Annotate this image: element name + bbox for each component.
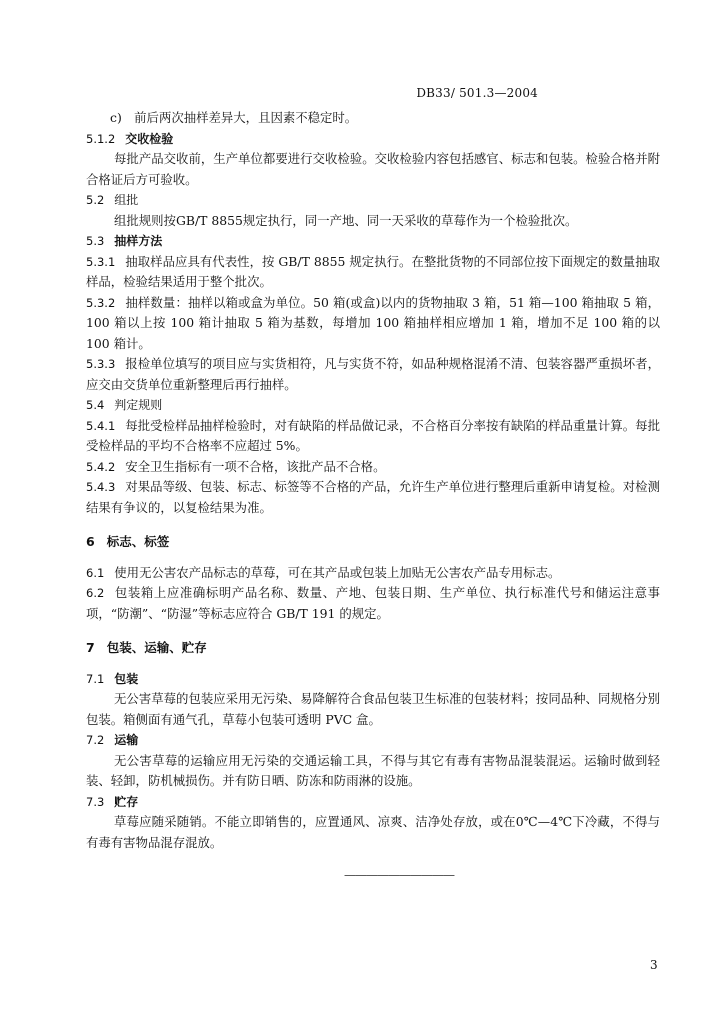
document-code: DB33/ 501.3—2004 [416, 86, 538, 100]
section-text: 报检单位填写的项目应与实货相符，凡与实货不符，如品种规格混淆不清、包装容器严重损坏者，应交由交货单位重新整理后再行抽样。 [86, 356, 660, 392]
section-text: 每批受检样品抽样检验时，对有缺陷的样品做记录，不合格百分率按有缺陷的样品重量计算。每批受检样品的平均不合格率不应超过 5%。 [86, 417, 660, 453]
chapter-title: 标志、标签 [106, 534, 170, 549]
section-number: 7.3 [86, 794, 105, 809]
section-5-1-2-heading [86, 129, 660, 150]
section-title: 抽样方法 [114, 234, 163, 248]
list-item-c: c) 前后两次抽样差异大，且因素不稳定时。 [110, 110, 358, 125]
section-number: 5.4.2 [86, 459, 116, 474]
section-number: 5.1.2 [86, 131, 116, 146]
section-7-1-heading [86, 669, 660, 690]
section-number: 5.3.1 [86, 254, 116, 269]
section-7-2-heading [86, 730, 660, 751]
section-number: 5.2 [86, 193, 105, 207]
section-number: 5.3 [86, 234, 105, 248]
section-number: 5.4.3 [86, 480, 116, 494]
section-5-2-text: 组批规则按GB/T 8855规定执行，同一产地、同一天采收的草莓作为一个检验批次。 [114, 212, 578, 228]
section-text: 抽取样品应具有代表性，按 GB/T 8855 规定执行。在整批货物的不同部位按下面规定的数量抽取样品，检验结果适用于整个批次。 [86, 253, 660, 289]
section-title: 判定规则 [114, 398, 163, 412]
section-5-4-1 [86, 416, 660, 457]
section-text: 对果品等级、包装、标志、标签等不合格的产品，允许生产单位进行整理后重新申请复检。对检测结果有争议的，以复检结果为准。 [86, 479, 660, 515]
section-6-2 [86, 583, 660, 624]
section-5-3-2 [86, 293, 660, 355]
chapter-title: 包装、运输、贮存 [106, 640, 207, 655]
section-5-4-2 [86, 457, 660, 478]
page-number: 3 [650, 958, 658, 972]
section-number: 6.1 [86, 565, 105, 580]
end-of-document-line: —————————— [344, 868, 454, 882]
section-text: 安全卫生指标有一项不合格，该批产品不合格。 [125, 458, 386, 474]
section-title: 贮存 [114, 794, 139, 809]
section-text: 使用无公害农产品标志的草莓，可在其产品或包装上加贴无公害农产品专用标志。 [114, 564, 561, 580]
chapter-7-heading [86, 638, 660, 659]
section-number: 7.2 [86, 733, 105, 747]
section-number: 5.3.3 [86, 357, 116, 371]
section-5-4-3 [86, 477, 660, 518]
section-7-3-text: 草莓应随采随销。不能立即销售的，应置通风、凉爽、洁净处存放，或在0℃—4℃下冷藏，不得与有毒有害物品混存混放。 [86, 814, 660, 850]
chapter-6-heading [86, 532, 660, 553]
section-title: 运输 [114, 733, 139, 747]
section-5-3-heading [86, 231, 660, 252]
section-title: 交收检验 [125, 131, 174, 146]
section-5-3-3 [86, 354, 660, 395]
section-number: 5.3.2 [86, 295, 116, 310]
section-number: 5.4 [86, 398, 105, 412]
section-7-3-heading [86, 792, 660, 813]
section-5-4-heading [86, 395, 660, 416]
section-7-1-text: 无公害草莓的包装应采用无污染、易降解符合食品包装卫生标准的包装材料；按同品种、同规格分别包装。箱侧面有通气孔，草莓小包装可透明 PVC 盒。 [86, 691, 660, 727]
section-7-2-text: 无公害草莓的运输应用无污染的交通运输工具，不得与其它有毒有害物品混装混运。运输时做到轻装、轻卸，防机械损伤。并有防日晒、防冻和防雨淋的设施。 [86, 752, 660, 788]
section-number: 5.4.1 [86, 418, 116, 433]
chapter-number: 6 [86, 534, 95, 549]
document-body [86, 108, 660, 853]
section-5-2-heading [86, 190, 660, 211]
section-title: 组批 [114, 193, 139, 207]
section-text: 抽样数量：抽样以箱或盒为单位。50 箱(或盒)以内的货物抽取 3 箱，51 箱—100 箱抽取 5 箱，100 箱以上按 100 箱计抽取 5 箱为基数，每增加 100 箱抽样相应增加 1 箱，增加不足 100 箱的以 100 箱计。 [86, 294, 660, 351]
section-6-1 [86, 563, 660, 584]
section-5-3-1 [86, 252, 660, 293]
chapter-number: 7 [86, 640, 95, 655]
section-text: 包装箱上应准确标明产品名称、数量、产地、包装日期、生产单位、执行标准代号和储运注意事项，“防潮”、“防湿”等标志应符合 GB/T 191 的规定。 [86, 585, 660, 621]
section-number: 6.2 [86, 586, 105, 600]
section-title: 包装 [114, 671, 139, 686]
section-5-1-2-text: 每批产品交收前，生产单位都要进行交收检验。交收检验内容包括感官、标志和包装。检验合格并附合格证后方可验收。 [86, 151, 660, 187]
section-number: 7.1 [86, 671, 105, 686]
